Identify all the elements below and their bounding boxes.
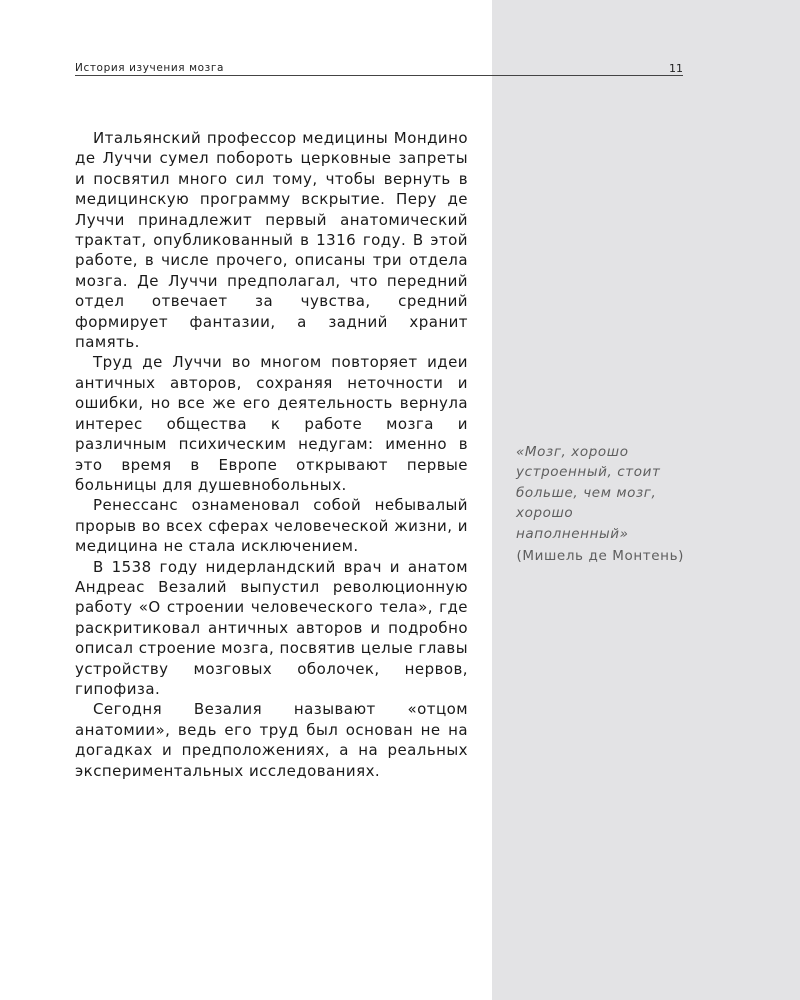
running-title: История изучения мозга	[75, 62, 225, 74]
main-text	[75, 128, 468, 781]
quote-author: (Мишель де Монтень)	[516, 548, 684, 565]
paragraph: В 1538 году нидерландский врач и анатом Андреас Везалий выпустил революционную работу «О строении человеческого тела», где раскритиковал античных авторов и подробно описал строение мозга, посвятив целые главы устройству мозговых оболочек, нервов, гипофиза.	[75, 557, 468, 698]
paragraph: Труд де Луччи во многом повторяет идеи античных авторов, сохраняя неточности и ошибки, но все же его деятельность вернула интерес общества к работе мозга и различным психическим недугам: именно в это время в Европе открывают первые больницы для душевнобольных.	[75, 353, 468, 494]
paragraph: Сегодня Везалия называют «отцом анатомии», ведь его труд был основан не на догадках и предположениях, а на реальных экспериментальных исследованиях.	[75, 700, 468, 780]
paragraph: Ренессанс ознаменовал собой небывалый прорыв во всех сферах человеческой жизни, и медицина не стала исключением.	[75, 496, 468, 556]
running-header	[75, 62, 683, 76]
paragraph: Итальянский профессор медицины Мондино де Луччи сумел побороть церковные запреты и посвятил много сил тому, чтобы вернуть в медицинскую программу вскрытие. Перу де Луччи принадлежит первый анатомический трактат, опубликованный в 1316 году. В этой работе, в числе прочего, описаны три отдела мозга. Де Луччи предполагал, что передний отдел отвечает за чувства, средний формирует фантазии, а задний хранит память.	[75, 129, 468, 352]
page-number: 11	[669, 62, 683, 75]
sidebar-quote	[516, 442, 684, 566]
quote-text: «Мозг, хорошо устроенный, стоит больше, чем мозг, хорошо наполненный»	[516, 444, 661, 542]
